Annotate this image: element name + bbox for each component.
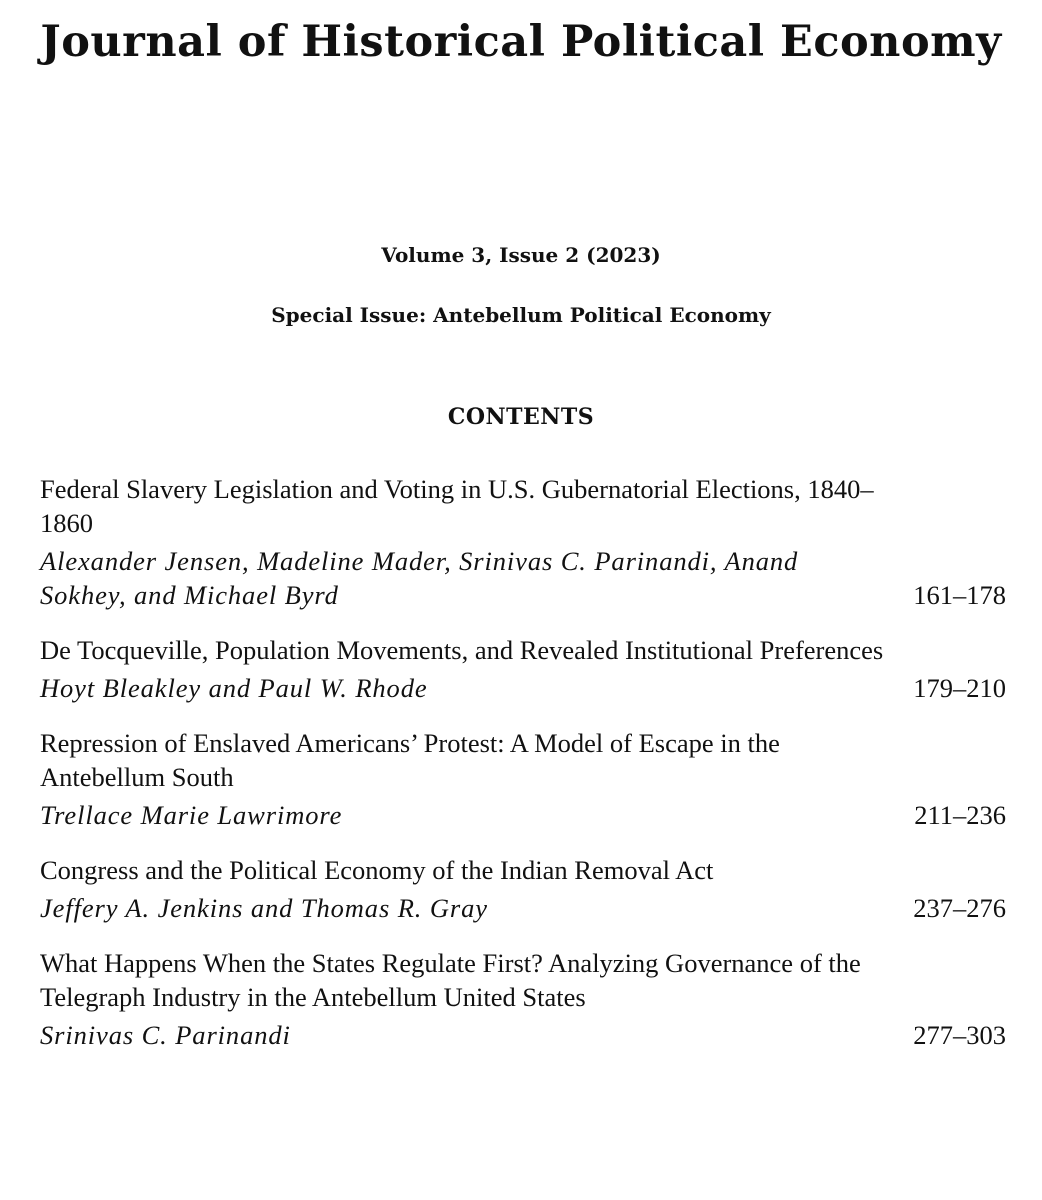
article-title-link[interactable]: Federal Slavery Legislation and Voting in U.S. Gubernatorial Elections, 1840–1860 (40, 474, 874, 538)
article-pages: 211–236 (914, 800, 1006, 830)
article-title-link[interactable]: Repression of Enslaved Americans’ Protest: A Model of Escape in the Antebellum South (40, 728, 780, 792)
toc-entry (40, 853, 1006, 925)
toc-entry (40, 726, 1006, 832)
volume-issue-line: Volume 3, Issue 2 (2023) (381, 243, 661, 267)
article-title-link[interactable]: What Happens When the States Regulate First? Analyzing Governance of the Telegraph Industry in the Antebellum United States (40, 948, 861, 1012)
article-authors: Alexander Jensen, Madeline Mader, Srinivas C. Parinandi, Anand Sokhey, and Michael Byrd (40, 546, 799, 610)
special-issue-line: Special Issue: Antebellum Political Economy (271, 303, 771, 327)
table-of-contents (40, 472, 1006, 1073)
toc-entry-row (40, 798, 1006, 832)
toc-entry-row (40, 544, 1006, 612)
toc-entry (40, 633, 1006, 705)
article-pages: 161–178 (913, 580, 1006, 610)
article-pages: 237–276 (913, 893, 1006, 923)
article-pages: 179–210 (913, 673, 1006, 703)
article-pages: 277–303 (913, 1020, 1006, 1050)
article-title-link[interactable]: Congress and the Political Economy of the Indian Removal Act (40, 855, 714, 885)
contents-heading: CONTENTS (447, 404, 595, 430)
toc-entry (40, 472, 1006, 612)
toc-entry-row (40, 891, 1006, 925)
article-title-link[interactable]: De Tocqueville, Population Movements, and Revealed Institutional Preferences (40, 635, 884, 665)
toc-entry (40, 946, 1006, 1052)
article-authors: Srinivas C. Parinandi (40, 1020, 291, 1050)
toc-entry-row (40, 671, 1006, 705)
toc-entry-row (40, 1018, 1006, 1052)
article-authors: Jeffery A. Jenkins and Thomas R. Gray (40, 893, 488, 923)
journal-title: Journal of Historical Political Economy (40, 17, 1002, 67)
article-authors: Hoyt Bleakley and Paul W. Rhode (40, 673, 428, 703)
article-authors: Trellace Marie Lawrimore (40, 800, 343, 830)
